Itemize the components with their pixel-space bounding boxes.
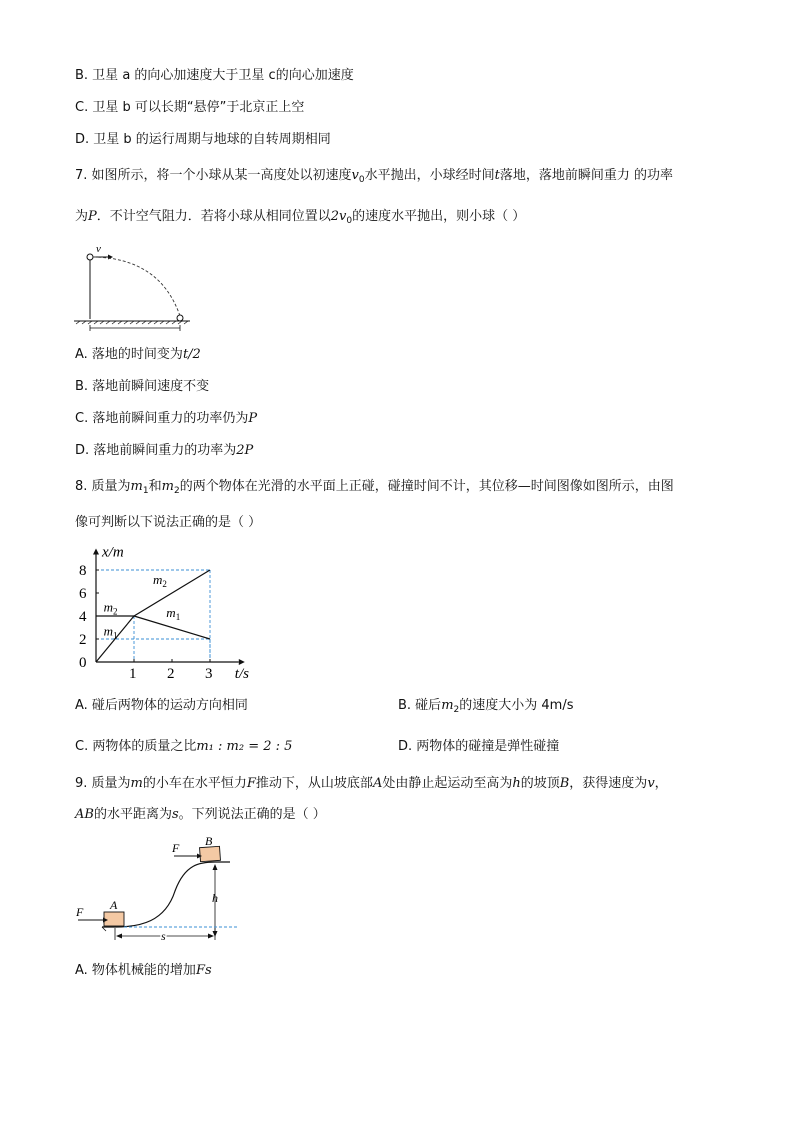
slope-figure	[70, 836, 250, 946]
q6-option-d: D. 卫星 b 的运行周期与地球的自转周期相同	[75, 132, 331, 147]
q6-option-b: B. 卫星 a 的向心加速度大于卫星 c的向心加速度	[75, 68, 354, 83]
force-label-b: F	[172, 841, 180, 855]
y-axis-label: x/m	[102, 544, 124, 561]
projectile-figure	[70, 240, 200, 335]
q7-option-b: B. 落地前瞬间速度不变	[75, 379, 210, 394]
distance-label: s	[161, 929, 166, 943]
q8-option-a: A. 碰后两物体的运动方向相同	[75, 698, 248, 713]
label-m2_before: $m_2$	[103, 599, 118, 617]
q7-option-a: A. 落地的时间变为t/2	[75, 347, 201, 362]
ball-landing	[177, 315, 183, 321]
q9-option-a: A. 物体机械能的增加Fs	[75, 963, 212, 978]
q8-stem-line1: 8. 质量为$m_1$和$m_2$的两个物体在光滑的水平面上正碰，碰撞时间不计，其位移—时间图像如图所示，由图	[75, 479, 674, 496]
x-tick-3: 3	[205, 666, 213, 680]
label-m2_after: $m_2$	[153, 571, 167, 589]
y-tick-8: 8	[79, 563, 87, 579]
q8-stem-line2: 像可判断以下说法正确的是（ ）	[75, 515, 262, 530]
displacement-time-chart	[72, 540, 252, 680]
q8-option-c: C. 两物体的质量之比m₁ : m₂ = 2 : 5	[75, 739, 293, 754]
y-tick-4: 4	[79, 609, 87, 625]
q7-option-c: C. 落地前瞬间重力的功率仍为P	[75, 411, 258, 426]
q8-option-d: D. 两物体的碰撞是弹性碰撞	[398, 739, 560, 754]
q9-stem-line1: 9. 质量为m的小车在水平恒力F推动下，从山坡底部A处由静止起运动至高为h的坡顶B，获得速度为v，	[75, 776, 668, 791]
x-tick-1: 1	[129, 666, 137, 680]
q7-stem-line1: 7. 如图所示，将一个小球从某一高度处以初速度$v_0$水平抛出，小球经时间t落地，落地前瞬间重力 的功率	[75, 168, 674, 185]
point-b-label: B	[205, 836, 213, 848]
x-axis-label: t/s	[234, 666, 249, 680]
chart-labels	[104, 572, 181, 641]
q9-stem-line2: AB的水平距离为s。下列说法正确的是（ ）	[75, 807, 326, 822]
cart-a	[104, 912, 124, 926]
y-tick-6: 6	[79, 586, 87, 602]
y-axis-arrow	[93, 549, 99, 555]
q7-stem-line2: 为P．不计空气阻力．若将小球从相同位置以$2v_0$的速度水平抛出，则小球（ ）	[75, 209, 526, 226]
ball-start	[87, 254, 93, 260]
q7-option-d: D. 落地前瞬间重力的功率为2P	[75, 443, 254, 458]
trajectory-path	[93, 257, 180, 316]
x-tick-0: 0	[79, 655, 87, 671]
force-label-a: F	[76, 905, 84, 919]
x-axis-arrow	[239, 659, 245, 665]
point-a-label: A	[110, 898, 118, 912]
q8-option-b: B. 碰后$m_2$的速度大小为 4m/s	[398, 698, 574, 715]
x-tick-2: 2	[167, 666, 175, 680]
q6-option-c: C. 卫星 b 可以长期“悬停”于北京正上空	[75, 100, 305, 115]
label-m1_after: $m_1$	[166, 605, 181, 623]
label-m1_before: $m_1$	[103, 623, 118, 641]
y-tick-2: 2	[79, 632, 87, 648]
cart-b	[200, 846, 221, 861]
velocity-label: v	[96, 243, 101, 255]
height-label: h	[212, 891, 218, 905]
